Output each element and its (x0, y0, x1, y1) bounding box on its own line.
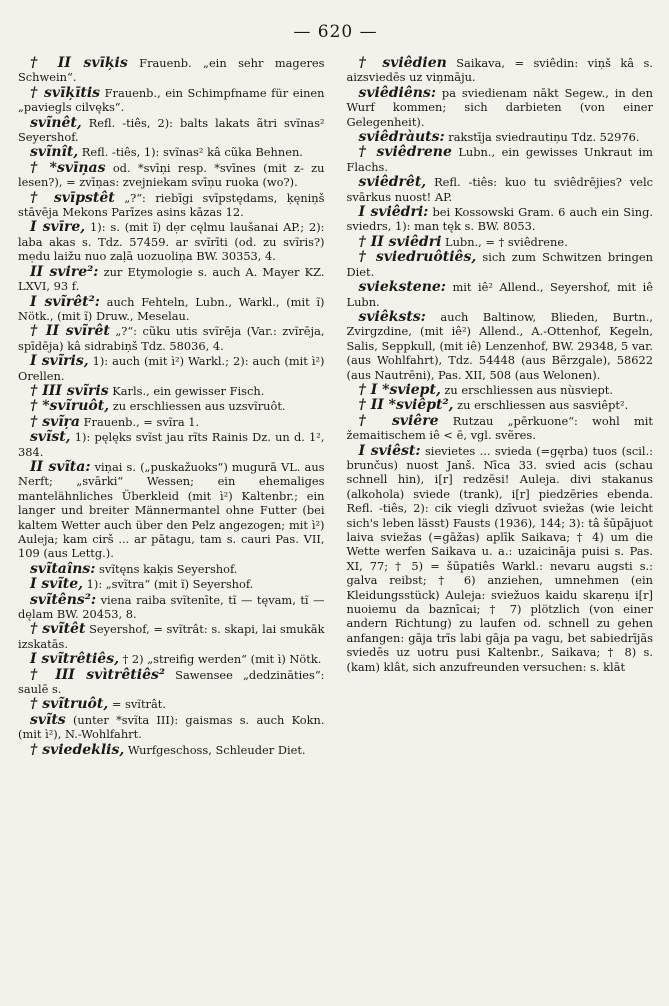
entry-body: zu erschliessen aus uzsvĩruôt. (109, 399, 286, 414)
dictionary-entry (18, 220, 325, 263)
entry-headword: svĩnêt, (30, 114, 82, 131)
entry-body: viņai s. („puskažuoks“) mugurā VL. aus Nerft; „svārki“ Wessen; ein ehemaliges mantelähnliches Überkleid (mit ì²) Kaltenbr.; ein langer und breiter Männermantel ohne Futter (bei kaltem Wetter auch über den Pelz angezogen; mit ì²) Auleja; kam cirš ... ar pātagu, tam s. cauri Pas. VII, 109 (aus Lettg.). (18, 459, 325, 561)
entry-headword: sviêdrêt, (358, 174, 427, 191)
entry-body: Lubn., ein gewisses Unkraut im Flachs. (346, 145, 653, 174)
entry-body: „?“: riebīgi svīpstędams, ķęniņš stāvēja Mekons Parīzes asins kāzas 12. (18, 190, 325, 220)
dictionary-entry (18, 145, 325, 159)
entry-headword: † sviedeklis, (30, 741, 125, 758)
entry-body: zu erschliessen aus nùsviept. (440, 382, 613, 397)
right-column (347, 56, 654, 758)
dictionary-entry (18, 399, 325, 413)
entry-headword: † II svīķis (30, 55, 128, 71)
entry-body: Saikava, = sviêdin: viņš kâ s. aizsviedēs uz viņmāju. (346, 56, 653, 85)
entry-headword: † sviêre (358, 412, 439, 429)
entry-headword: I svĩris, (30, 353, 89, 370)
entry-body: zur Etymologie s. auch A. Mayer KZ. LXVI, 93 f. (18, 264, 325, 294)
dictionary-entry (18, 562, 325, 576)
entry-body: sievietes ... svieda (=gęrba) tuos (scil.: brunčus) nuost Janš. Nīca 33. svied acis (schau schnell hin), i[r] redzēsi! Auleja. divi stakanus (alkohola) sviede (trank), i[r] piedzēries ebenda. Refl. -tiês, 2): cik viegli dzīvuot sviežas (wie leicht sich's leben lässt) Fausts (1936), 144; 3): tâ šūpājuot laiva sviežas (=gāžas) aplīk Saikava; † 4) um die Wette werfen Saikava u. a.: uzaicināja puisi s. Pas. XI, 77; † 5) = šūpatiês Warkl.: nevaru augsti s.: galva reibst; † 6) anziehen, umnehmen (ein Kleidungsstück) Auleja: sviežuos kaidu skareņu i[r] nuoiemu da baznīcai; † 7) plötzlich (von einer andern Richtung) zu laufen od. schnell zu gehen anfangen: gāja trīs labi gāja pa vagu, bet sabiedrījās sviedēs uz uotru pusi Kaltenbr., Saikava; † 8) s. (kam) klât, sich anzufreunden versuchen: s. klāt (346, 443, 653, 674)
entry-headword: II svĩta: (30, 458, 91, 475)
entry-headword: svĩts (30, 711, 66, 728)
entry-headword: II svire²: (30, 263, 99, 280)
entry-body: Seyershof, = svĩtrât: s. skapi, lai smukāk izskatās. (18, 622, 325, 651)
dictionary-entry (347, 130, 654, 144)
entry-body: auch Baltinow, Blieden, Burtn., Zvirgzdine, (mit iê²) Allend., A.-Ottenhof, Kegeln, Salis, Seppkull, (mit iê) Lenzenhof, BW. 29348, 5 var. (aus Wohlfahrt), Tdz. 54448 (aus Bērzgale), 58622 (aus Nautrēni), Pas. XII, 508 (aus Welonen). (346, 309, 653, 382)
dictionary-entry (347, 235, 654, 249)
dictionary-entry (18, 324, 325, 353)
entry-body: viena raiba svĩtenīte, tĩ — tęvam, tĩ — dęlam BW. 20453, 8. (18, 592, 325, 622)
dictionary-entry (18, 191, 325, 220)
entry-headword: I svĩtrêtiês, (30, 651, 119, 668)
entry-body: Sawensee „dedzināties“: saulē s. (18, 667, 325, 697)
entry-body: zu erschliessen aus sasviêpt². (453, 398, 629, 413)
entry-body: = svĩtrât. (108, 697, 166, 712)
dictionary-entry (18, 577, 325, 591)
entry-body: (unter *svĩta III): gaismas s. auch Kokn. (mit ì²), N.-Wohlfahrt. (18, 712, 325, 742)
dictionary-entry (347, 145, 654, 174)
entry-body: Refl. -tiês, 2): balts lakats ãtri svĩnas² Seyershof. (18, 115, 325, 145)
entry-headword: † II *sviêpt², (358, 397, 454, 414)
entry-headword: † svīpstêt (30, 189, 115, 206)
dictionary-entry (347, 383, 654, 397)
entry-headword: svĩst, (30, 429, 71, 446)
page-number: — 620 — (293, 22, 378, 42)
entry-body: Frauenb., = svĩra 1. (79, 414, 200, 429)
entry-headword: I sviêdri: (358, 204, 429, 221)
entry-headword: sviêdràuts: (358, 129, 445, 146)
dictionary-entry (18, 86, 325, 115)
dictionary-entry (18, 384, 325, 398)
entry-body: od. *svīņi resp. *svīnes (mit z- zu lesen?), = zvīņas: zvejniekam svīņu ruoka (wo?). (18, 160, 325, 190)
entry-body: Refl. -tiês, 1): svĩnas² kâ cũka Behnen. (78, 145, 303, 160)
entry-body: 1): auch (mit ì²) Warkl.; 2): auch (mit ì²) Orellen. (18, 354, 325, 383)
entry-body: Lubn., = † sviêdrene. (441, 234, 568, 249)
dictionary-entry (18, 295, 325, 324)
dictionary-entry (18, 622, 325, 651)
entry-headword: sviekstene: (358, 279, 446, 296)
entry-headword: † sviêdien (358, 55, 447, 71)
dictionary-entry (347, 250, 654, 279)
left-column (18, 56, 325, 758)
dictionary-entry (18, 593, 325, 622)
entry-body: Karls., ein gewisser Fisch. (108, 383, 265, 398)
dictionary-entry (18, 56, 325, 85)
entry-body: rakstīja sviedrautiņu Tdz. 52976. (444, 130, 640, 145)
entry-body: auch Fehteln, Lubn., Warkl., (mit ĩ) Nötk., (mit ĩ) Druw., Meselau. (18, 294, 325, 323)
entry-headword: † III svĩris (30, 382, 109, 399)
entry-body: sich zum Schwitzen bringen Diet. (346, 250, 653, 279)
dictionary-entry (347, 414, 654, 443)
dictionary-entry (347, 444, 654, 675)
entry-headword: † *svīņas (30, 159, 106, 176)
dictionary-entry (347, 205, 654, 234)
entry-body: Rutzau „pērkuone“: wohl mit žemaitischem iê < ē, vgl. svẽres. (346, 413, 653, 443)
entry-headword: † svĩtruôt, (30, 696, 109, 713)
entry-headword: † I *sviept, (358, 381, 441, 398)
entry-body: † 2) „streifig werden“ (mit ì) Nötk. (118, 652, 322, 667)
entry-body: Refl. -tiês: kuo tu sviêdrējies? velc svārkus nuost! AP. (346, 175, 653, 204)
entry-headword: † II sviêdri (358, 233, 442, 250)
entry-body: 1): pęlęks svĩst jau rĩts Rainis Dz. un d. 1², 384. (18, 430, 325, 459)
dictionary-entry (347, 175, 654, 204)
dictionary-entry (18, 460, 325, 561)
entry-headword: † svīķītis (30, 84, 101, 101)
columns (18, 56, 653, 758)
dictionary-entry (347, 280, 654, 309)
entry-headword: sviêksts: (358, 308, 426, 325)
entry-headword: I svĩte, (30, 576, 84, 593)
entry-headword: † III svìtrêtiês² (30, 666, 166, 683)
dictionary-entry (18, 652, 325, 666)
dictionary-entry (18, 430, 325, 459)
entry-body: Frauenb. „ein sehr mageres Schwein“. (18, 56, 325, 85)
entry-headword: † II svĩrêt (30, 323, 110, 340)
entry-headword: svĩtêns²: (30, 591, 97, 608)
dictionary-entry (18, 668, 325, 697)
dictionary-entry (18, 265, 325, 294)
entry-body: svĩtęns kaķis Seyershof. (95, 561, 238, 576)
entry-body: bei Kossowski Gram. 6 auch ein Sing. sviedrs, 1): man tęk s. BW. 8053. (346, 205, 653, 234)
dictionary-entry (18, 415, 325, 429)
dictionary-entry (18, 161, 325, 190)
entry-headword: † svĩtêt (30, 621, 86, 638)
entry-body: „?“: cũku utis svĩrēja (Var.: zvĩrēja, spīdēja) kâ sidrabiņš Tdz. 58036, 4. (18, 324, 325, 353)
dictionary-entry (347, 310, 654, 382)
entry-headword: † sviêdrene (358, 144, 452, 161)
entry-body: pa sviedienam nākt Segew., in den Wurf kommen; sich darbieten (von einer Gelegenheit). (346, 85, 653, 129)
dictionary-entry (18, 713, 325, 742)
dictionary-entry (347, 56, 654, 85)
entry-body: Wurfgeschoss, Schleuder Diet. (124, 742, 306, 757)
dictionary-entry (347, 398, 654, 412)
entry-headword: † *svĩruôt, (30, 398, 110, 415)
entry-body: 1): „svĩtra“ (mit ĩ) Seyershof. (83, 577, 254, 592)
entry-headword: I svĩrêt²: (30, 293, 100, 310)
dictionary-entry (18, 697, 325, 711)
entry-headword: † sviedruôtiês, (358, 249, 477, 266)
entry-headword: svĩnît, (30, 144, 79, 161)
dictionary-entry (18, 116, 325, 145)
dictionary-entry (347, 86, 654, 129)
entry-body: Frauenb., ein Schimpfname für einen „paviegls cilvęks“. (18, 85, 325, 115)
entry-headword: I svīre, (30, 219, 86, 236)
dictionary-entry (18, 743, 325, 757)
dictionary-entry (18, 354, 325, 383)
entry-headword: svĩtaîns: (30, 560, 96, 577)
entry-headword: † svĩŗa (30, 413, 80, 430)
entry-headword: sviêdiêns: (358, 84, 436, 101)
entry-body: 1): s. (mit ĩ) dẹr cęlmu laušanai AP.; 2): laba akas s. Tdz. 57459. ar svĩrīti (od. zu svĩris?) mẹdu laižu nuo zaļā uozuoliņa BW. 30353, 4. (18, 220, 325, 264)
entry-body: mit iê² Allend., Seyershof, mit iê Lubn. (346, 280, 653, 309)
entry-headword: I sviêst: (358, 442, 421, 459)
